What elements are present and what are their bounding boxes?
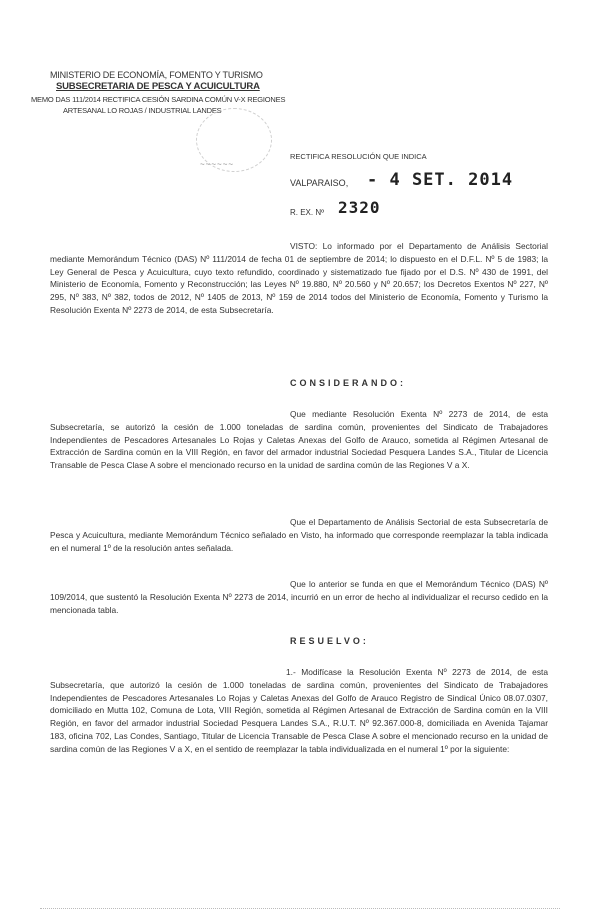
resuelvo-heading: RESUELVO: — [290, 636, 369, 646]
date-stamp: - 4 SET. 2014 — [367, 170, 514, 190]
rex-label: R. EX. Nº — [290, 208, 325, 217]
considerando-paragraph-3: Que lo anterior se funda en que el Memorándum Técnico (DAS) Nº 109/2014, que sustentó la Resolución Exenta Nº 2273 de 2014, incurrió en un error de hecho al individualizar el recurso cedido en la mencionada tabla. — [50, 579, 548, 615]
resolution-subject: RECTIFICA RESOLUCIÓN QUE INDICA — [290, 152, 427, 161]
city-label: VALPARAISO, — [290, 178, 349, 188]
resuelvo-paragraph-1: 1.- Modifícase la Resolución Exenta Nº 2273 de 2014, de esta Subsecretaría, que autorizó la cesión de 1.000 toneladas de sardina común, provenientes del Sindicato de Trabajadores Independientes de Pescadores Artesanales Lo Rojas y Caletas Anexas del Golfo de Arauco Registro de Sindical Único 08.07.0307, domiciliado en Mutta 102, Comuna de Lota, VIII Región, sometida al Régimen Artesanal de Extracción de Sardina común en la VIII Región, en favor del armador industrial Sociedad Pesquera Landes S.A., R.U.T. Nº 92.367.000-8, domiciliada en Avenida Tajamar 183, oficina 702, Las Condes, Santiago, Titular de Licencia Transable de Pesca Clase A sobre el mencionado recurso en la unidad de sardina común de las Regiones V a X, en el sentido de reemplazar la tabla individualizada en el numeral 1º por la siguiente: — [50, 667, 548, 754]
memo-reference: MEMO DAS 111/2014 RECTIFICA CESIÓN SARDINA COMÚN V-X REGIONES — [31, 95, 286, 104]
rex-number: 2320 — [338, 198, 381, 217]
considerando-paragraph-1: Que mediante Resolución Exenta Nº 2273 de 2014, de esta Subsecretaría, se autorizó la cesión de 1.000 toneladas de sardina común, provenientes del Sindicato de Trabajadores Independientes de Pescadores Artesanales Lo Rojas y Caletas Anexas del Golfo de Arauco, sometida al Régimen Artesanal de Extracción de Sardina común en la VIII Región, en favor del armador industrial Sociedad Pesquera Landes S.A., Titular de Licencia Transable de Pesca Clase A sobre el mencionado recurso en la unidad de sardina común de las Regiones V a X. — [50, 409, 548, 471]
considerando-heading: CONSIDERANDO: — [290, 378, 407, 388]
ministry-name: MINISTERIO DE ECONOMÍA, FOMENTO Y TURISMO — [50, 70, 263, 80]
visto-paragraph: VISTO: Lo informado por el Departamento de Análisis Sectorial mediante Memorándum Técnico (DAS) Nº 111/2014 de fecha 01 de septiembre de 2014; lo dispuesto en el D.F.L. Nº 5 de 1983; la Ley General de Pesca y Acuicultura, cuyo texto refundido, coordinado y sistematizado fue fijado por el D.S. Nº 430 de 1991, del Ministerio de Economía, Fomento y Reconstrucción; las Leyes Nº 19.880, Nº 20.560 y Nº 20.657; los Decretos Exentos Nº 227, Nº 295, Nº 383, Nº 382, todos de 2012, Nº 1405 de 2013, Nº 159 de 2014 todos del Ministerio de Economía, Fomento y Turismo la Resolución Exenta Nº 2273 de 2014, de esta Subsecretaría. — [50, 241, 548, 315]
signature-mark: ~~~~~~ — [200, 160, 235, 169]
subsecretary-name: SUBSECRETARIA DE PESCA Y ACUICULTURA — [56, 81, 260, 92]
memo-reference-2: ARTESANAL LO ROJAS / INDUSTRIAL LANDES — [63, 106, 222, 115]
considerando-paragraph-2: Que el Departamento de Análisis Sectorial de esta Subsecretaría de Pesca y Acuicultura, mediante Memorándum Técnico señalado en Visto, ha informado que corresponde reemplazar la tabla indicada en el numeral 1º de la resolución antes señalada. — [50, 517, 548, 553]
page-footer-line — [40, 908, 560, 910]
